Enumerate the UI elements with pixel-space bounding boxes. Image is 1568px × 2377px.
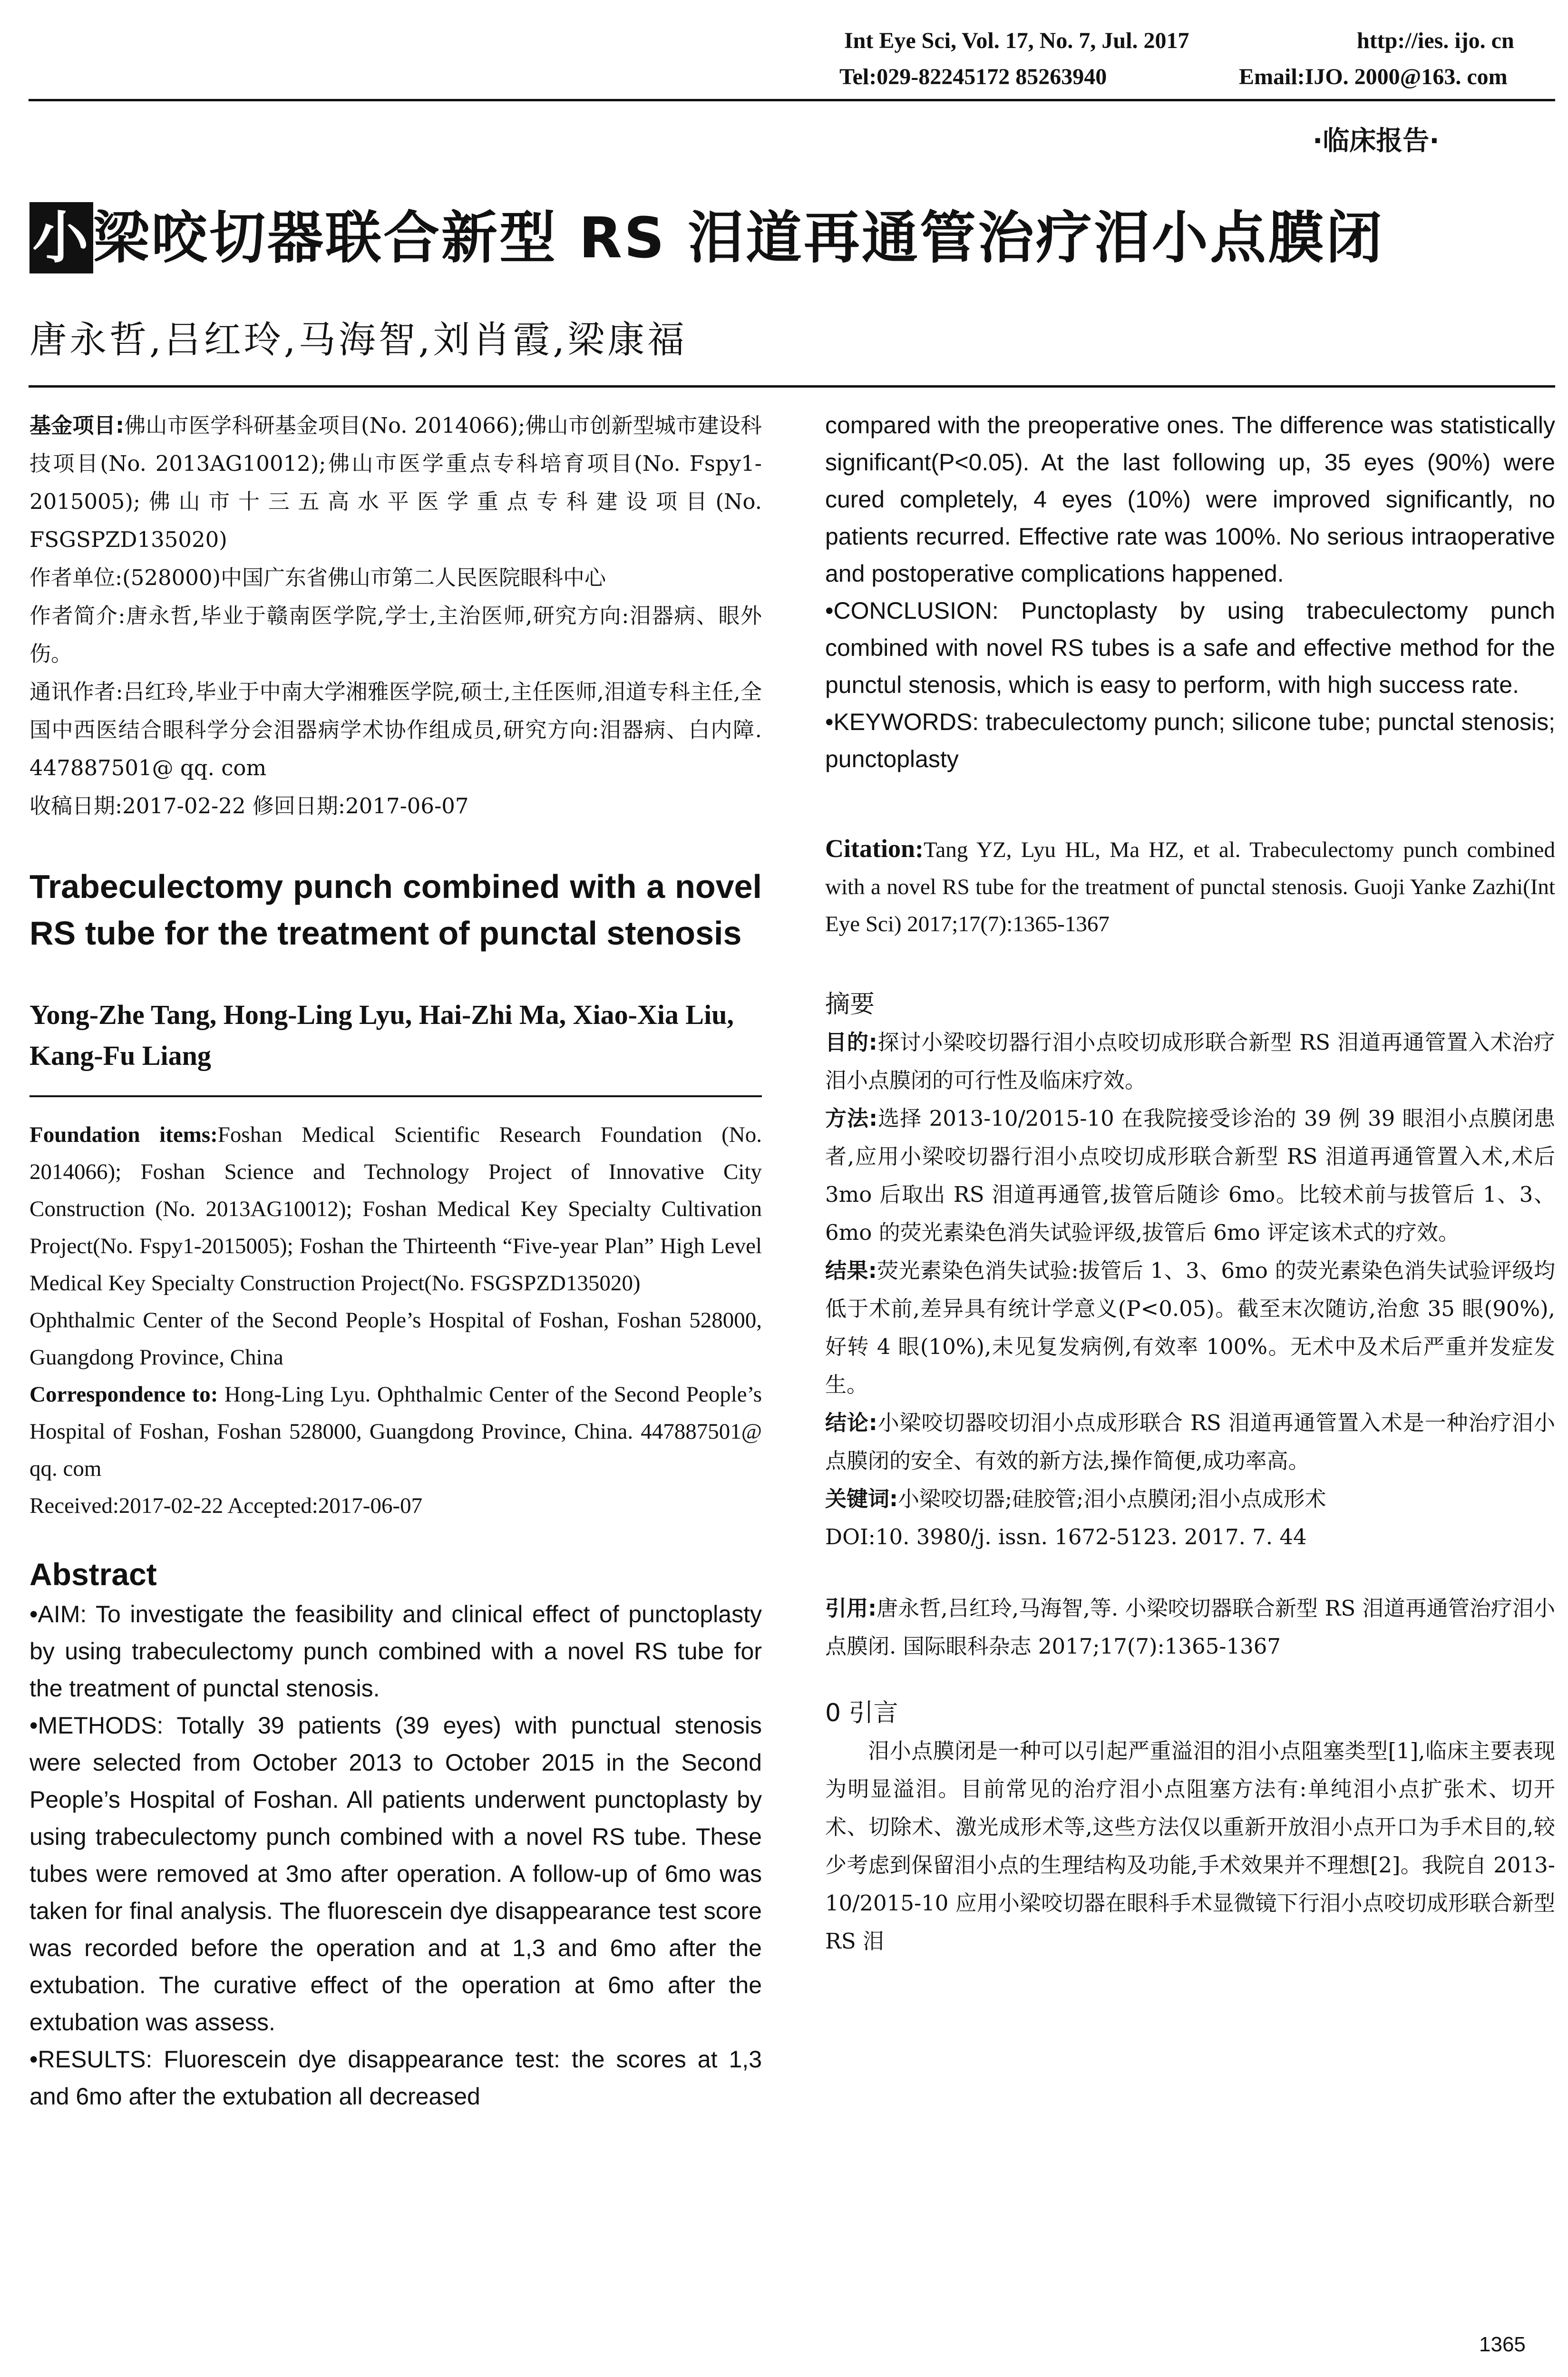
abstract-conclusion: •CONCLUSION: Punctoplasty by using trabeculectomy punch combined with novel RS tubes is a safe and effective method for the punctul stenosis, which is easy to perform, with high success rate. bbox=[825, 597, 1555, 698]
english-authors: Yong-Zhe Tang, Hong-Ling Lyu, Hai-Zhi Ma, Xiao-Xia Liu, Kang-Fu Liang bbox=[29, 999, 734, 1071]
journal-url: http://ies. ijo. cn bbox=[1357, 28, 1514, 53]
abstract-keywords: •KEYWORDS: trabeculectomy punch; silicone tube; punctal stenosis; punctoplasty bbox=[825, 709, 1555, 772]
received-accepted: Received:2017-02-22 Accepted:2017-06-07 bbox=[29, 1493, 423, 1518]
english-title: Trabeculectomy punch combined with a novel RS tube for the treatment of punctal stenosis bbox=[29, 868, 762, 952]
abstract-cn-heading: 摘要 bbox=[825, 990, 875, 1019]
journal-tel: Tel:029-82245172 85263940 bbox=[839, 64, 1107, 89]
citation: Citation:Tang YZ, Lyu HL, Ma HZ, et al. Trabeculectomy punch combined with a novel RS tube for the treatment of punctal stenosis. Guoji Yanke Zazhi(Int Eye Sci) 2017;17(7):1365-1367 bbox=[825, 834, 1555, 936]
keywords-cn: 关键词:小梁咬切器;硅胶管;泪小点膜闭;泪小点成形术 bbox=[825, 1486, 1326, 1511]
title-rule bbox=[29, 385, 1555, 388]
title-highlight: 小 bbox=[29, 202, 93, 273]
abstract-results-start: •RESULTS: Fluorescein dye disappearance test: the scores at 1,3 and 6mo after the extubation all decreased bbox=[29, 2046, 762, 2110]
right-column bbox=[825, 407, 1555, 1960]
aim-cn: 目的:探讨小梁咬切器行泪小点咬切成形联合新型 RS 泪道再通管置入术治疗泪小点膜闭的可行性及临床疗效。 bbox=[825, 1030, 1555, 1093]
intro-paragraph: 泪小点膜闭是一种可以引起严重溢泪的泪小点阻塞类型[1],临床主要表现为明显溢泪。目前常见的治疗泪小点阻塞方法有:单纯泪小点扩张术、切开术、切除术、激光成形术等,这些方法仅以重新开放泪小点开口为手术目的,较少考虑到保留泪小点的生理结构及功能,手术效果并不理想[2]。我院自 2013-10/2015-10 应用小梁咬切器在眼科手术显微镜下行泪小点咬切成形联合新型 RS 泪 bbox=[825, 1738, 1555, 1954]
corresponding-author-cn: 通讯作者:吕红玲,毕业于中南大学湘雅医学院,硕士,主任医师,泪道专科主任,全国中西医结合眼科学分会泪器病学术协作组成员,研究方向:泪器病、白内障. 447887501@ qq. com bbox=[29, 679, 762, 780]
journal-email: Email:IJO. 2000@163. com bbox=[1239, 64, 1508, 89]
affiliation: Ophthalmic Center of the Second People’s Hospital of Foshan, Foshan 528000, Guangdong Province, China bbox=[29, 1308, 762, 1370]
section-tag: ·临床报告· bbox=[1313, 126, 1440, 156]
doi: DOI:10. 3980/j. issn. 1672-5123. 2017. 7. 44 bbox=[825, 1524, 1307, 1549]
left-column bbox=[29, 407, 762, 2115]
author-bio: 作者简介:唐永哲,毕业于赣南医学院,学士,主治医师,研究方向:泪器病、眼外伤。 bbox=[29, 603, 762, 666]
results-cn: 结果:荧光素染色消失试验:拔管后 1、3、6mo 的荧光素染色消失试验评级均低于术前,差异具有统计学意义(P<0.05)。截至末次随访,治愈 35 眼(90%),好转 4 眼(10%),未见复发病例,有效率 100%。无术中及术后严重并发症发生。 bbox=[825, 1258, 1555, 1397]
abstract-methods: •METHODS: Totally 39 patients (39 eyes) with punctual stenosis were selected from October 2013 to October 2015 in the Second People’s Hospital of Foshan. All patients underwent punctoplasty by using trabeculectomy punch combined with a novel RS tube. These tubes were removed at 3mo after operation. A follow-up of 6mo was taken for final analysis. The fluorescein dye disappearance test score was recorded before the operation and at 1,3 and 6mo after the extubation. The curative effect of the operation at 6mo after the extubation was assess. bbox=[29, 1712, 762, 2036]
dates-cn: 收稿日期:2017-02-22 修回日期:2017-06-07 bbox=[29, 793, 469, 818]
header-rule bbox=[29, 99, 1555, 101]
conclusion-cn: 结论:小梁咬切器咬切泪小点成形联合 RS 泪道再通管置入术是一种治疗泪小点膜闭的安全、有效的新方法,操作简便,成功率高。 bbox=[825, 1410, 1555, 1473]
abstract-heading: Abstract bbox=[29, 1557, 157, 1592]
methods-cn: 方法:选择 2013-10/2015-10 在我院接受诊治的 39 例 39 眼泪小点膜闭患者,应用小梁咬切器行泪小点咬切成形联合新型 RS 泪道再通管置入术,术后 3mo 后取出 RS 泪道再通管,拔管后随诊 6mo。比较术前与拔管后 1、3、6mo 的荧光素染色消失试验评级,拔管后 6mo 评定该术式的疗效。 bbox=[825, 1106, 1556, 1245]
foundation-items: Foundation items:Foshan Medical Scientific Research Foundation (No. 2014066); Foshan Science and Technology Project of Innovative City Construction (No. 2013AG10012); Foshan Medical Key Specialty Cultivation Project(No. Fspy1-2015005); Foshan the Thirteenth “Five-year Plan” High Level Medical Key Specialty Construction Project(No. FSGSPZD135020) bbox=[29, 1122, 762, 1296]
page-title bbox=[29, 202, 1384, 273]
title-text: 梁咬切器联合新型 RS 泪道再通管治疗泪小点膜闭 bbox=[93, 205, 1384, 271]
cite-cn: 引用:唐永哲,吕红玲,马海智,等. 小梁咬切器联合新型 RS 泪道再通管治疗泪小点膜闭. 国际眼科杂志 2017;17(7):1365-1367 bbox=[825, 1596, 1556, 1659]
abstract-aim: •AIM: To investigate the feasibility and clinical effect of punctoplasty by using trabeculectomy punch combined with a novel RS tube for the treatment of punctal stenosis. bbox=[29, 1601, 762, 1702]
abstract-results-cont: compared with the preoperative ones. The difference was statistically significant(P<0.05). At the last following up, 35 eyes (90%) were cured completely, 4 eyes (10%) were improved significantly, no patients recurred. Effective rate was 100%. No serious intraoperative and postoperative complications happened. bbox=[825, 412, 1555, 587]
page-number: 1365 bbox=[1479, 2333, 1526, 2356]
fund-items-cn: 基金项目:佛山市医学科研基金项目(No. 2014066);佛山市创新型城市建设科技项目(No. 2013AG10012);佛山市医学重点专科培育项目(No. Fspy1-2015005);佛山市十三五高水平医学重点专科建设项目(No. FSGSPZD135020) bbox=[29, 413, 762, 552]
author-unit: 作者单位:(528000)中国广东省佛山市第二人民医院眼科中心 bbox=[29, 565, 606, 590]
journal-info: Int Eye Sci, Vol. 17, No. 7, Jul. 2017 bbox=[844, 28, 1189, 53]
correspondence: Correspondence to: Hong-Ling Lyu. Ophthalmic Center of the Second People’s Hospital of Foshan, Foshan 528000, Guangdong Province, China. 447887501@ qq. com bbox=[29, 1382, 762, 1481]
intro-heading: 0 引言 bbox=[825, 1699, 898, 1727]
authors-cn: 唐永哲,吕红玲,马海智,刘肖霞,梁康福 bbox=[29, 319, 688, 361]
